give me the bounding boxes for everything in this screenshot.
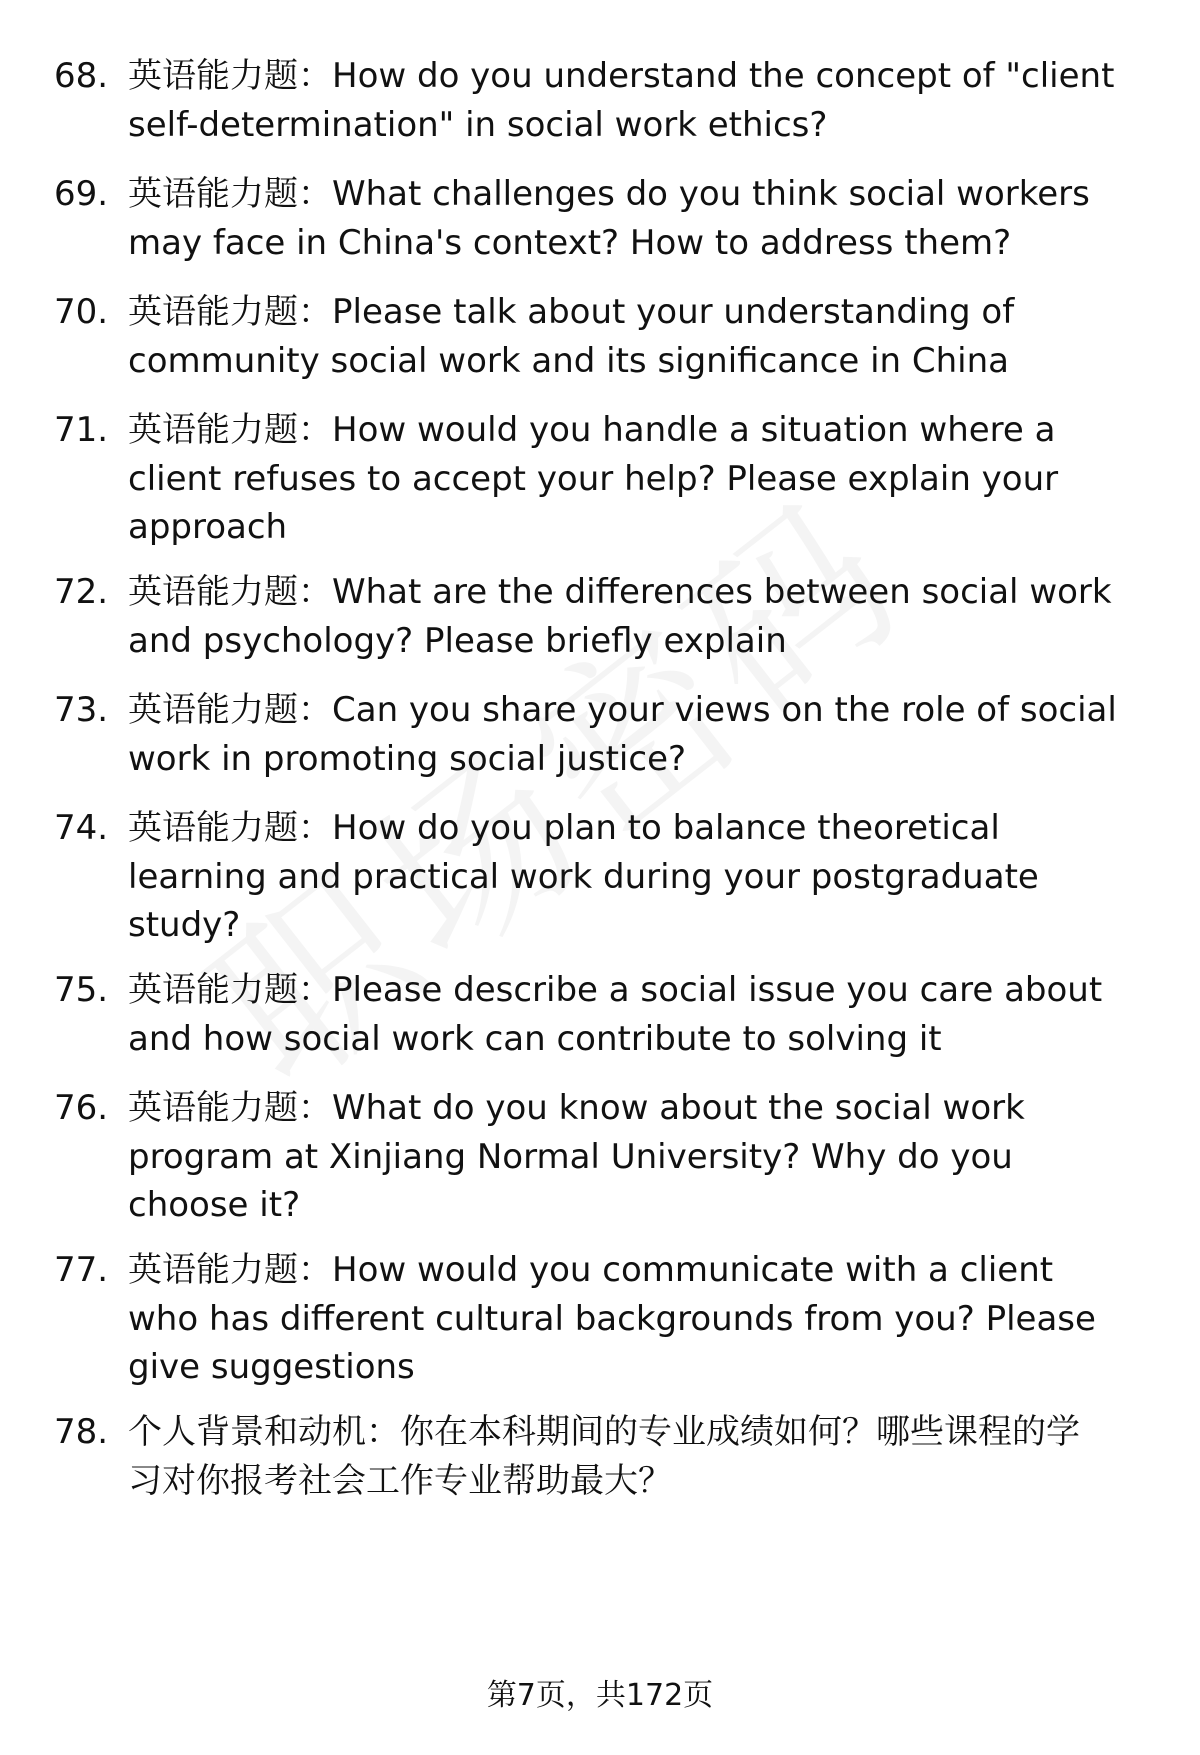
question-line: 英语能力题：Please talk about your understanding of — [128, 292, 1015, 332]
question-line: self-determination" in social work ethics? — [128, 104, 828, 145]
question-number: 74. — [54, 808, 109, 848]
question-number: 75. — [54, 970, 109, 1010]
question-text — [128, 1408, 1148, 1505]
question-text — [128, 686, 1148, 783]
question-line: and psychology? Please briefly explain — [128, 620, 787, 661]
question-line: 英语能力题：What are the differences between social work — [128, 572, 1112, 612]
question-line: may face in China's context? How to address them? — [128, 222, 1012, 263]
question-text — [128, 170, 1148, 267]
question-line: 英语能力题：How do you understand the concept of "client — [128, 56, 1115, 96]
question-line: 英语能力题：Can you share your views on the role of social — [128, 690, 1117, 730]
question-line: 英语能力题：How do you plan to balance theoretical — [128, 808, 1000, 848]
question-line: 英语能力题：Please describe a social issue you care about — [128, 970, 1103, 1010]
question-line: 习对你报考社会工作专业帮助最大？ — [128, 1460, 672, 1501]
question-line: choose it? — [128, 1185, 301, 1225]
question-number: 69. — [54, 174, 109, 214]
question-number: 71. — [54, 410, 109, 450]
question-line: 英语能力题：What do you know about the social work — [128, 1088, 1025, 1128]
question-line: approach — [128, 507, 288, 547]
question-line: 英语能力题：How would you communicate with a client — [128, 1250, 1054, 1290]
question-number: 76. — [54, 1088, 109, 1128]
question-line: and how social work can contribute to solving it — [128, 1018, 942, 1059]
question-line: who has different cultural backgrounds from you? Please — [128, 1298, 1096, 1339]
question-number: 68. — [54, 56, 109, 96]
question-text — [128, 288, 1148, 385]
question-line: community social work and its significance in China — [128, 340, 1010, 381]
question-text — [128, 406, 1148, 552]
question-number: 72. — [54, 572, 109, 612]
question-number: 73. — [54, 690, 109, 730]
question-line: learning and practical work during your postgraduate — [128, 856, 1039, 897]
question-text — [128, 52, 1148, 149]
question-line: client refuses to accept your help? Please explain your — [128, 458, 1059, 499]
question-line: 个人背景和动机：你在本科期间的专业成绩如何？哪些课程的学 — [128, 1412, 1080, 1452]
question-number: 77. — [54, 1250, 109, 1290]
question-line: 英语能力题：How would you handle a situation where a — [128, 410, 1056, 450]
question-line: give suggestions — [128, 1347, 415, 1387]
page-footer: 第7页，共172页 — [486, 1678, 714, 1713]
question-line: program at Xinjiang Normal University? Why do you — [128, 1136, 1013, 1177]
question-text — [128, 1246, 1148, 1392]
question-line: study? — [128, 905, 241, 945]
question-text — [128, 966, 1148, 1063]
question-number: 78. — [54, 1412, 109, 1452]
question-text — [128, 1084, 1148, 1230]
question-line: 英语能力题：What challenges do you think social workers — [128, 174, 1090, 214]
question-text — [128, 568, 1148, 665]
question-text — [128, 804, 1148, 950]
question-line: work in promoting social justice? — [128, 738, 687, 779]
question-number: 70. — [54, 292, 109, 332]
